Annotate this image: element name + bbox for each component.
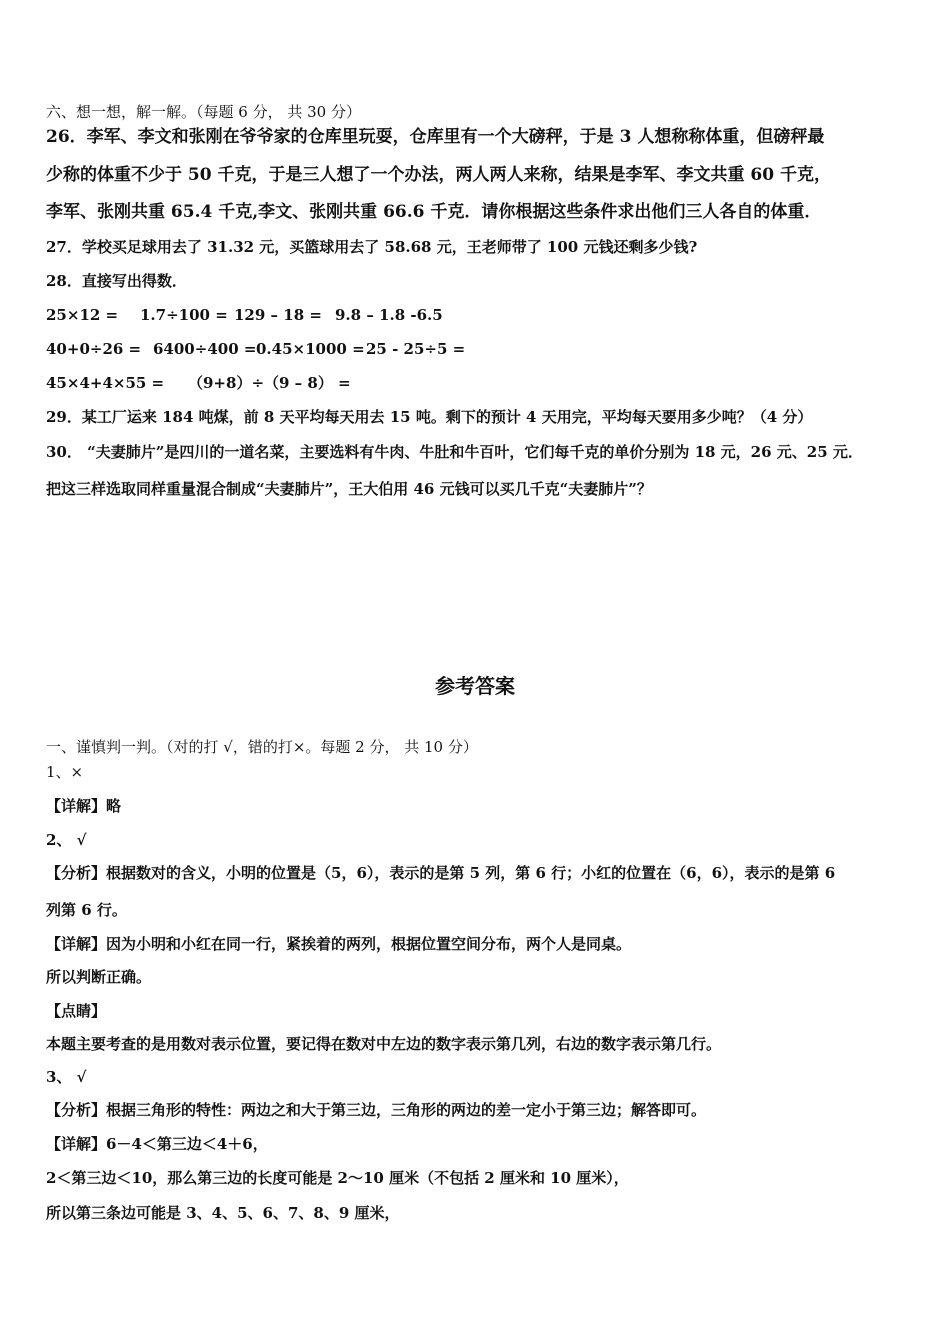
question-30-line-2: 把这三样选取同样重量混合制成“夫妻肺片”，王大伯用 46 元钱可以买几千克“夫妻肺片”？ [46,480,652,498]
answer-line: 【分析】根据三角形的特性：两边之和大于第三边，三角形的两边的差一定小于第三边；解答即可。 [46,1101,707,1119]
answer-line: 1、× [46,763,84,781]
answer-line: 3、 √ [46,1068,87,1086]
answer-line: 【分析】根据数对的含义，小明的位置是（5，6），表示的是第 5 列，第 6 行；小红的位置在（6，6），表示的是第 6 [46,864,836,882]
answers-section-1-heading: 一、谨慎判一判。（对的打 √，错的打×。每题 2 分， 共 10 分） [46,738,478,756]
answers-title: 参考答案 [435,674,515,698]
question-28-title: 28．直接写出得数． [46,272,187,290]
calc-item: 45×4+4×55 = [46,374,165,392]
answer-line: 【详解】因为小明和小红在同一行，紧挨着的两列，根据位置空间分布，两个人是同桌。 [46,935,632,953]
question-29: 29．某工厂运来 184 吨煤，前 8 天平均每天用去 15 吨。剩下的预计 4 天用完，平均每天要用多少吨？（4 分） [46,408,813,426]
answer-line: 2＜第三边＜10，那么第三边的长度可能是 2～10 厘米（不包括 2 厘米和 10 厘米）， [46,1169,629,1187]
calc-item: 0.45×1000 = [256,340,365,358]
answer-line: 列第 6 行。 [46,901,127,919]
answer-line: 【详解】6－4＜第三边＜4＋6， [46,1135,268,1153]
question-26-line-1: 26．李军、李文和张刚在爷爷家的仓库里玩耍，仓库里有一个大磅秤，于是 3 人想称称体重，但磅秤最 [46,127,825,147]
answer-line: 2、 √ [46,831,87,849]
question-26-line-2: 少称的体重不少于 50 千克，于是三人想了一个办法，两人两人来称，结果是李军、李文共重 60 千克， [46,165,831,185]
calc-item: 25 - 25÷5 = [366,340,466,358]
question-27: 27．学校买足球用去了 31.32 元，买篮球用去了 58.68 元，王老师带了 100 元钱还剩多少钱? [46,238,698,256]
answer-line: 【详解】略 [46,797,122,815]
answer-line: 所以第三条边可能是 3、4、5、6、7、8、9 厘米， [46,1204,400,1222]
calc-item: （9+8）÷（9 – 8） = [188,374,351,392]
answer-line: 本题主要考查的是用数对表示位置，要记得在数对中左边的数字表示第几列，右边的数字表示第几行。 [46,1035,722,1053]
section-6-heading: 六、想一想，解一解。（每题 6 分， 共 30 分） [46,103,361,121]
answer-line: 【点睛】 [46,1002,107,1020]
answer-line: 所以判断正确。 [46,968,152,986]
calc-item: 129 – 18 = [234,306,322,324]
question-30-line-1: 30． “夫妻肺片”是四川的一道名菜，主要选料有牛肉、牛肚和牛百叶，它们每千克的单价分别为 18 元，26 元、25 元． [46,443,863,461]
calc-item: 1.7÷100 = [140,306,228,324]
calc-item: 25×12 = [46,306,119,324]
calc-item: 6400÷400 = [153,340,257,358]
question-26-line-3: 李军、张刚共重 65.4 千克,李文、张刚共重 66.6 千克．请你根据这些条件求出他们三人各自的体重． [46,202,822,222]
calc-item: 40+0÷26 = [46,340,142,358]
calc-item: 9.8 – 1.8 -6.5 [335,306,443,324]
